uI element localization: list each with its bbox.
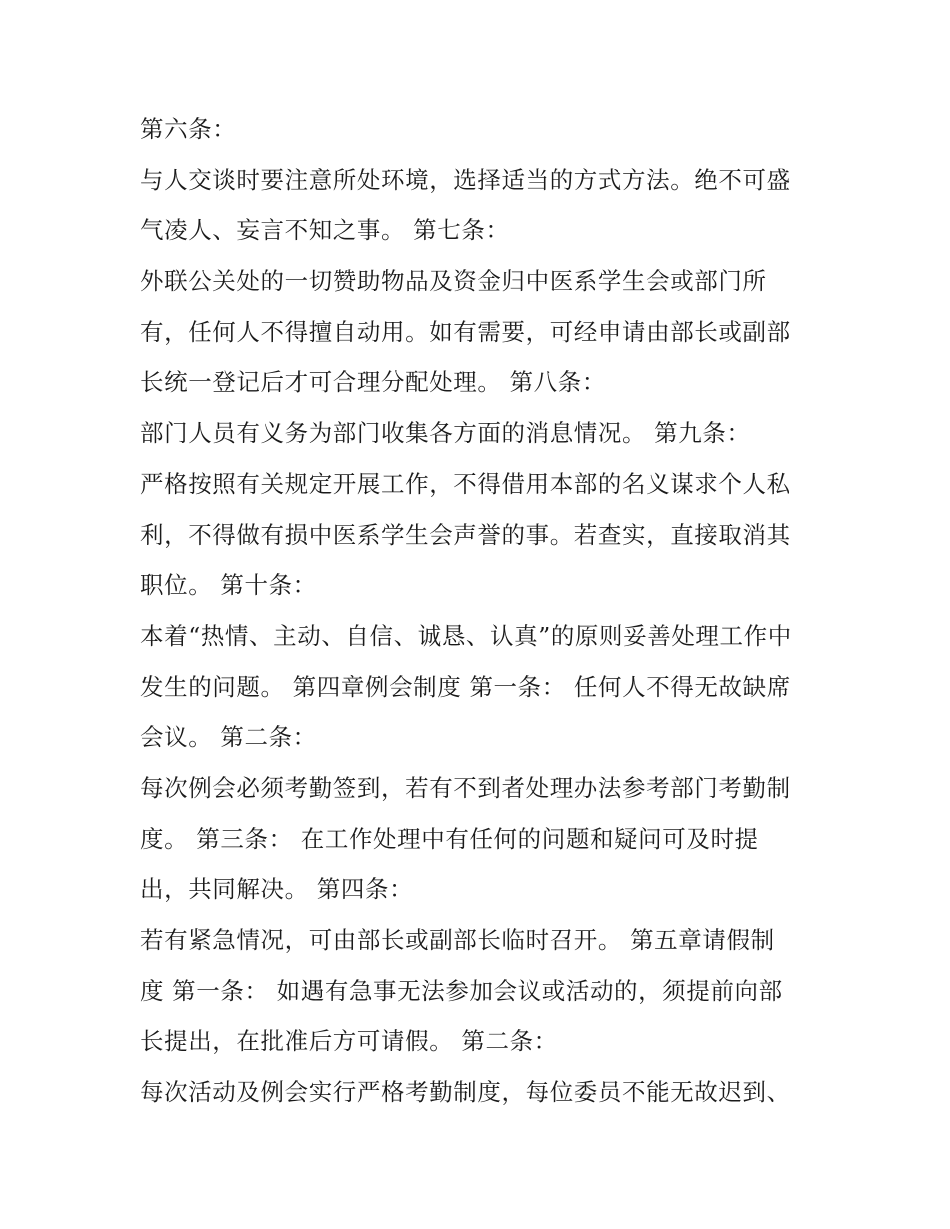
text-line: 职位。 第十条： bbox=[140, 571, 317, 600]
text-line: 发生的问题。 第四章例会制度 第一条： 任何人不得无故缺席 bbox=[140, 672, 791, 701]
text-line: 外联公关处的一切赞助物品及资金归中医系学生会或部门所 bbox=[140, 267, 767, 296]
text-line: 长统一登记后才可合理分配处理。 第八条： bbox=[140, 368, 606, 397]
text-line: 度 第一条： 如遇有急事无法参加会议或活动的，须提前向部 bbox=[140, 976, 783, 1005]
text-line: 若有紧急情况，可由部长或副部长临时召开。 第五章请假制 bbox=[140, 926, 775, 954]
document-body bbox=[140, 104, 820, 1118]
text-line: 每次活动及例会实行严格考勤制度，每位委员不能无故迟到、 bbox=[140, 1078, 791, 1107]
text-line: 本着“热情、主动、自信、诚恳、认真”的原则妥善处理工作中 bbox=[140, 621, 792, 650]
text-line: 第六条： bbox=[140, 115, 237, 143]
text-line: 会议。 第二条： bbox=[140, 723, 317, 752]
text-line: 严格按照有关规定开展工作，不得借用本部的名义谋求个人私 bbox=[140, 469, 791, 498]
text-line: 气凌人、妄言不知之事。 第七条： bbox=[140, 216, 510, 245]
text-line: 部门人员有义务为部门收集各方面的消息情况。 第九条： bbox=[140, 419, 751, 448]
text-line: 与人交谈时要注意所处环境，选择适当的方式方法。绝不可盛 bbox=[140, 165, 791, 194]
text-line: 每次例会必须考勤签到，若有不到者处理办法参考部门考勤制 bbox=[140, 773, 791, 802]
text-line: 有，任何人不得擅自动用。如有需要，可经申请由部长或副部 bbox=[140, 317, 791, 346]
text-line: 利，不得做有损中医系学生会声誉的事。若查实，直接取消其 bbox=[140, 520, 791, 549]
text-line: 度。 第三条： 在工作处理中有任何的问题和疑问可及时提 bbox=[140, 824, 759, 853]
text-line: 长提出，在批准后方可请假。 第二条： bbox=[140, 1027, 558, 1056]
text-line: 出，共同解决。 第四条： bbox=[140, 875, 414, 904]
